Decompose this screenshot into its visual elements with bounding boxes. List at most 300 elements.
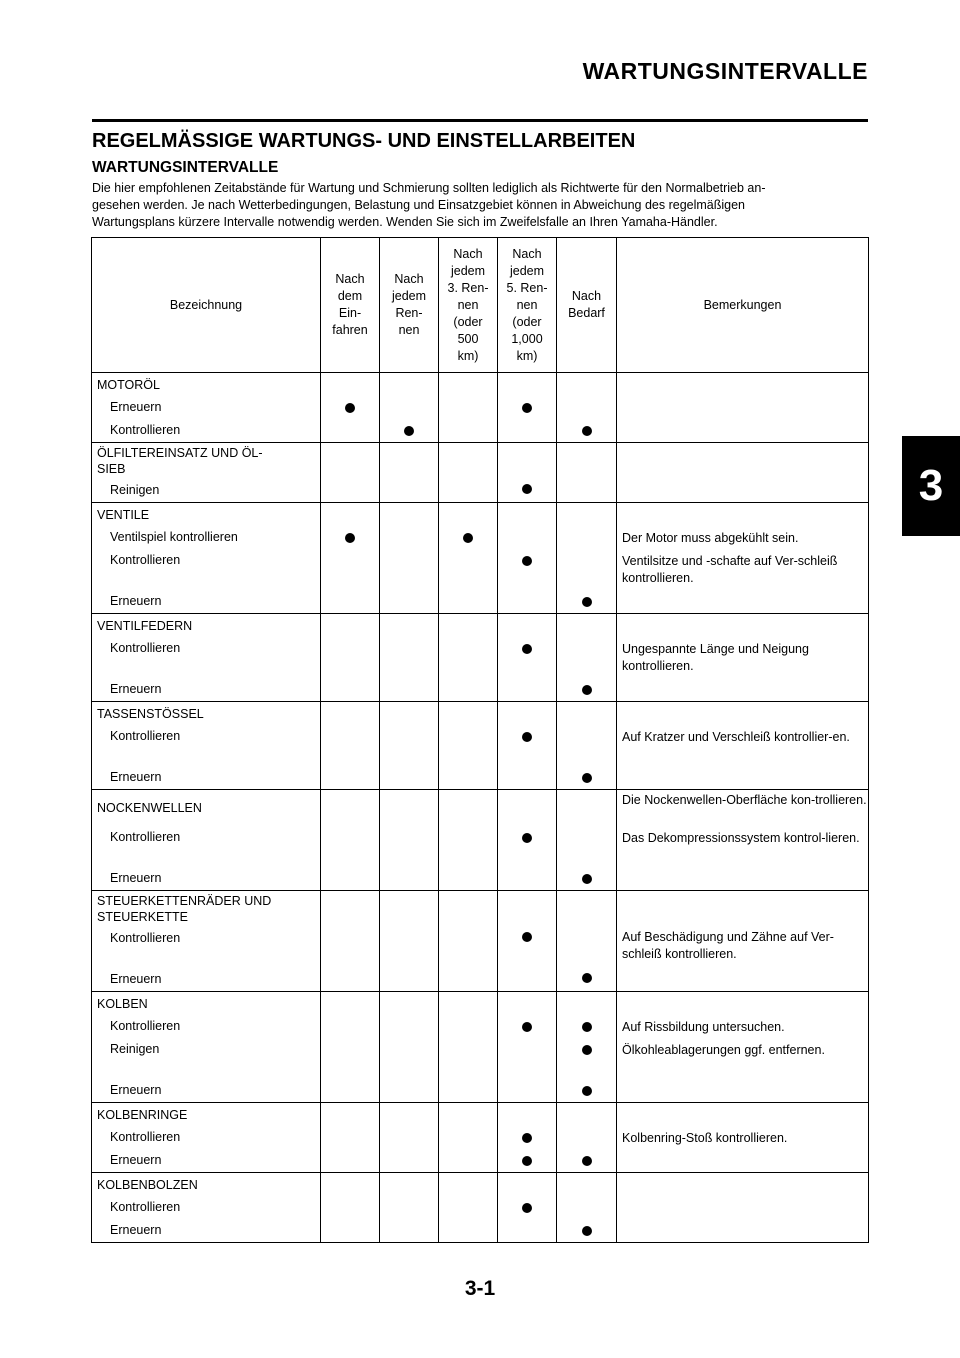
spacer [498, 373, 556, 396]
interval-cell [498, 443, 557, 503]
item-label: Kontrollieren [110, 553, 181, 567]
intro-paragraph [92, 180, 872, 231]
spacer [498, 443, 556, 477]
interval-slot [557, 826, 616, 867]
interval-dot-icon [463, 533, 473, 543]
interval-slot [498, 477, 556, 500]
group-title: VENTILE [97, 507, 150, 522]
interval-dot-icon [522, 1203, 532, 1213]
item-label: Kontrollieren [110, 830, 181, 844]
spacer [557, 503, 616, 526]
interval-slot [439, 966, 497, 989]
interval-dot-icon [582, 1022, 592, 1032]
spacer [321, 1173, 379, 1196]
spacer [439, 503, 497, 526]
interval-cell [557, 1173, 617, 1243]
interval-slot [557, 1079, 616, 1102]
remark: Auf Beschädigung und Zähne auf Ver-schleiß kontrollieren. [622, 930, 834, 961]
interval-slot [321, 419, 379, 442]
group-title-line: STEUERKETTE [97, 910, 188, 924]
interval-slot [321, 1126, 379, 1149]
interval-cell [439, 1103, 498, 1173]
interval-slot [498, 1149, 556, 1172]
interval-dot-icon [522, 403, 532, 413]
interval-dot-icon [522, 833, 532, 843]
item-cell [92, 702, 321, 790]
interval-slot [321, 1038, 379, 1079]
interval-cell [557, 443, 617, 503]
remark-cell [617, 702, 869, 790]
interval-dot-icon [582, 1045, 592, 1055]
interval-dot-icon [404, 426, 414, 436]
interval-cell [380, 790, 439, 891]
column-header-line: 1,000 [511, 331, 543, 346]
spacer [498, 790, 556, 826]
interval-cell [321, 503, 380, 614]
interval-slot [321, 966, 379, 989]
interval-slot [557, 637, 616, 678]
spacer [321, 992, 379, 1015]
interval-slot [498, 1015, 556, 1038]
table-row-group [92, 443, 869, 503]
group-title: TASSENSTÖSSEL [97, 706, 204, 721]
interval-dot-icon [582, 597, 592, 607]
item-label: Kontrollieren [110, 729, 181, 743]
interval-dot-icon [522, 556, 532, 566]
remark [617, 992, 868, 1015]
interval-slot [380, 826, 438, 867]
spacer [439, 1103, 497, 1126]
interval-slot [380, 766, 438, 789]
spacer [380, 614, 438, 637]
interval-cell [557, 992, 617, 1103]
interval-slot [380, 867, 438, 890]
interval-slot [321, 549, 379, 590]
interval-slot [557, 867, 616, 890]
group-title: KOLBENRINGE [97, 1107, 188, 1122]
intro-line: gesehen werden. Je nach Wetterbedingungen, Belastung und Einsatzgebiet können in Abweichung des regelmäßigen [92, 198, 746, 212]
interval-slot [439, 526, 497, 549]
interval-dot-icon [345, 533, 355, 543]
item-label: Kontrollieren [110, 1130, 181, 1144]
remark [617, 1079, 868, 1102]
item-label: Erneuern [110, 682, 162, 696]
spacer [439, 614, 497, 637]
spacer [498, 891, 556, 925]
interval-slot [498, 725, 556, 766]
item-label: Erneuern [110, 1083, 162, 1097]
interval-slot [557, 1126, 616, 1149]
interval-cell [498, 503, 557, 614]
interval-slot [498, 678, 556, 701]
column-header-line: 3. Ren- [447, 280, 489, 295]
spacer [321, 503, 379, 526]
interval-dot-icon [582, 973, 592, 983]
interval-dot-icon [522, 932, 532, 942]
spacer [498, 992, 556, 1015]
group-title: NOCKENWELLEN [97, 801, 202, 815]
interval-dot-icon [582, 426, 592, 436]
interval-slot [380, 637, 438, 678]
interval-slot [498, 396, 556, 419]
interval-cell [439, 702, 498, 790]
interval-cell [321, 891, 380, 992]
remark-cell [617, 1103, 869, 1173]
spacer [498, 1103, 556, 1126]
interval-dot-icon [582, 1226, 592, 1236]
remark [617, 966, 868, 989]
interval-slot [557, 925, 616, 966]
remark [617, 1103, 868, 1126]
interval-dot-icon [582, 874, 592, 884]
column-header-line: dem [337, 289, 363, 303]
interval-slot [380, 1038, 438, 1079]
remark: Ventilsitze und -schafte auf Ver-schleiß kontrollieren. [622, 554, 838, 585]
interval-slot [321, 637, 379, 678]
interval-slot [557, 1038, 616, 1079]
item-label: Kontrollieren [110, 1019, 181, 1033]
spacer [380, 1103, 438, 1126]
interval-slot [439, 1149, 497, 1172]
remark [617, 477, 868, 500]
spacer [321, 614, 379, 637]
interval-slot [557, 590, 616, 613]
column-header-line: fahren [332, 323, 368, 337]
remark: Ölkohleablagerungen ggf. entfernen. [622, 1043, 825, 1057]
interval-slot [557, 766, 616, 789]
interval-slot [557, 1015, 616, 1038]
interval-slot [498, 637, 556, 678]
remark [617, 396, 868, 419]
interval-slot [498, 925, 556, 966]
interval-cell [439, 443, 498, 503]
spacer [557, 992, 616, 1015]
interval-dot-icon [522, 1156, 532, 1166]
interval-slot [321, 1196, 379, 1219]
spacer [321, 373, 379, 396]
interval-cell [439, 614, 498, 702]
interval-cell [557, 891, 617, 992]
spacer [439, 992, 497, 1015]
group-title [92, 443, 320, 479]
interval-slot [321, 766, 379, 789]
interval-cell [557, 503, 617, 614]
remark [617, 867, 868, 890]
interval-slot [439, 637, 497, 678]
remark [617, 702, 868, 725]
interval-slot [321, 1015, 379, 1038]
column-header-line: (oder [453, 314, 483, 329]
spacer [380, 702, 438, 725]
interval-cell [380, 1173, 439, 1243]
remark [617, 443, 868, 477]
spacer [321, 891, 379, 925]
remark [617, 373, 868, 396]
column-header-line: nen [516, 297, 538, 312]
column-header-line: Ein- [338, 306, 362, 320]
interval-slot [439, 1079, 497, 1102]
column-header-line: 500 [457, 331, 479, 346]
column-header-line: nen [398, 323, 420, 337]
interval-slot [321, 925, 379, 966]
column-header-einfahren [321, 238, 380, 373]
column-header-bemerkungen [617, 238, 869, 373]
column-header-line: (oder [512, 314, 542, 329]
column-header-line: Nach [571, 289, 602, 303]
interval-cell [321, 1173, 380, 1243]
item-cell [92, 1173, 321, 1243]
interval-slot [557, 526, 616, 549]
group-title-line: STEUERKETTENRÄDER UND [97, 894, 272, 908]
remark [617, 1196, 868, 1219]
interval-cell [439, 1173, 498, 1243]
spacer [557, 443, 616, 477]
interval-cell [380, 1103, 439, 1173]
spacer [557, 891, 616, 925]
spacer [380, 373, 438, 396]
item-cell [92, 443, 321, 503]
interval-cell [321, 443, 380, 503]
intro-line: Die hier empfohlenen Zeitabstände für Wartung und Schmierung sollten lediglich als Richtwerte für den Normalbetrieb an- [92, 181, 766, 195]
column-header-line: Bemerkungen [703, 297, 782, 312]
interval-slot [557, 1149, 616, 1172]
interval-dot-icon [582, 685, 592, 695]
interval-slot [498, 549, 556, 590]
remark [617, 1219, 868, 1242]
interval-dot-icon [522, 732, 532, 742]
interval-slot [557, 725, 616, 766]
column-header-line: 5. Ren- [506, 280, 548, 295]
remark-cell [617, 790, 869, 891]
remark-cell [617, 891, 869, 992]
interval-slot [321, 590, 379, 613]
interval-slot [439, 590, 497, 613]
remark: Das Dekompressionssystem kontrol-lieren. [622, 831, 860, 845]
table-row-group [92, 1173, 869, 1243]
table-row-group [92, 1103, 869, 1173]
interval-slot [439, 1038, 497, 1079]
column-header-line: jedem [391, 289, 427, 303]
interval-cell [321, 373, 380, 443]
page-number: 3-1 [464, 1277, 496, 1300]
item-label: Erneuern [110, 972, 162, 986]
column-header-line: Ren- [395, 306, 423, 320]
interval-slot [557, 966, 616, 989]
interval-cell [557, 702, 617, 790]
interval-cell [498, 790, 557, 891]
spacer [498, 1173, 556, 1196]
spacer [498, 503, 556, 526]
remark-cell [617, 503, 869, 614]
remark: Auf Rissbildung untersuchen. [622, 1020, 785, 1034]
interval-slot [439, 766, 497, 789]
remark [617, 590, 868, 613]
remark [617, 503, 868, 526]
item-cell [92, 790, 321, 891]
interval-slot [439, 867, 497, 890]
item-label: Reinigen [110, 1042, 160, 1056]
interval-slot [498, 1038, 556, 1079]
main-heading: REGELMÄSSIGE WARTUNGS- UND EINSTELLARBEITEN [92, 130, 636, 152]
item-label: Kontrollieren [110, 423, 181, 437]
interval-slot [321, 867, 379, 890]
interval-slot [439, 826, 497, 867]
item-cell [92, 614, 321, 702]
interval-slot [380, 966, 438, 989]
table-header-row [92, 238, 869, 373]
interval-slot [321, 526, 379, 549]
interval-slot [498, 826, 556, 867]
interval-cell [498, 614, 557, 702]
interval-slot [439, 1196, 497, 1219]
column-header-line: Nach [335, 272, 365, 286]
interval-cell [557, 1103, 617, 1173]
interval-cell [498, 992, 557, 1103]
interval-slot [557, 678, 616, 701]
interval-slot [380, 549, 438, 590]
remark: Auf Kratzer und Verschleiß kontrollier-en. [622, 730, 850, 744]
maintenance-table [91, 237, 869, 1243]
column-header-line: km) [457, 348, 479, 363]
column-header-line: Nach [512, 246, 542, 261]
group-title [92, 891, 320, 927]
interval-slot [439, 1126, 497, 1149]
column-header-bezeichnung [92, 238, 321, 373]
interval-cell [380, 614, 439, 702]
interval-slot [380, 477, 438, 500]
interval-slot [498, 1126, 556, 1149]
interval-slot [380, 1149, 438, 1172]
interval-cell [439, 790, 498, 891]
interval-cell [321, 614, 380, 702]
spacer [321, 702, 379, 725]
interval-slot [380, 1196, 438, 1219]
spacer [321, 790, 379, 826]
interval-slot [498, 966, 556, 989]
interval-slot [321, 678, 379, 701]
column-header-jedem-rennen [380, 238, 439, 373]
remark-cell [617, 1173, 869, 1243]
interval-cell [380, 373, 439, 443]
remark: Der Motor muss abgekühlt sein. [622, 531, 799, 545]
interval-cell [498, 702, 557, 790]
remark: Die Nockenwellen-Oberfläche kon-trollieren. [622, 793, 867, 807]
spacer [557, 1173, 616, 1196]
interval-dot-icon [522, 1133, 532, 1143]
remark-cell [617, 614, 869, 702]
interval-slot [380, 925, 438, 966]
interval-cell [498, 891, 557, 992]
interval-slot [557, 1219, 616, 1242]
spacer [557, 614, 616, 637]
item-cell [92, 503, 321, 614]
remark-cell [617, 992, 869, 1103]
table-row-group [92, 992, 869, 1103]
interval-cell [321, 702, 380, 790]
column-header-3-rennen [439, 238, 498, 373]
spacer [439, 443, 497, 477]
item-label: Erneuern [110, 871, 162, 885]
interval-cell [380, 702, 439, 790]
interval-slot [380, 678, 438, 701]
remark [617, 419, 868, 442]
interval-slot [439, 419, 497, 442]
table-row-group [92, 702, 869, 790]
interval-dot-icon [582, 1156, 592, 1166]
remark: Kolbenring-Stoß kontrollieren. [622, 1131, 788, 1145]
spacer [380, 891, 438, 925]
item-label: Ventilspiel kontrollieren [110, 530, 238, 544]
interval-slot [380, 590, 438, 613]
interval-cell [321, 1103, 380, 1173]
interval-cell [380, 443, 439, 503]
interval-cell [439, 373, 498, 443]
remark [617, 766, 868, 789]
interval-slot [557, 419, 616, 442]
interval-slot [498, 419, 556, 442]
interval-slot [380, 396, 438, 419]
interval-slot [439, 477, 497, 500]
column-header-line: jedem [509, 263, 545, 278]
interval-cell [321, 790, 380, 891]
item-cell [92, 373, 321, 443]
interval-dot-icon [345, 403, 355, 413]
interval-slot [321, 1149, 379, 1172]
interval-slot [321, 477, 379, 500]
table-row-group [92, 790, 869, 891]
interval-cell [498, 1103, 557, 1173]
interval-slot [380, 1079, 438, 1102]
column-header-line: Bezeichnung [169, 297, 243, 312]
header-rule [92, 119, 868, 122]
remark [617, 678, 868, 701]
interval-dot-icon [522, 1022, 532, 1032]
interval-cell [380, 503, 439, 614]
spacer [557, 790, 616, 826]
interval-dot-icon [582, 773, 592, 783]
interval-slot [321, 1219, 379, 1242]
interval-slot [380, 725, 438, 766]
table-row-group [92, 373, 869, 443]
item-cell [92, 992, 321, 1103]
spacer [439, 1173, 497, 1196]
remark [617, 1149, 868, 1172]
interval-slot [498, 590, 556, 613]
interval-slot [557, 396, 616, 419]
interval-cell [439, 891, 498, 992]
interval-slot [498, 1079, 556, 1102]
interval-slot [439, 725, 497, 766]
interval-cell [380, 891, 439, 992]
column-header-line: jedem [450, 263, 486, 278]
interval-slot [498, 766, 556, 789]
item-label: Erneuern [110, 770, 162, 784]
spacer [380, 992, 438, 1015]
spacer [380, 443, 438, 477]
column-header-line: Bedarf [568, 306, 605, 320]
interval-slot [498, 526, 556, 549]
interval-slot [439, 1219, 497, 1242]
interval-slot [498, 867, 556, 890]
interval-cell [557, 614, 617, 702]
item-label: Erneuern [110, 1153, 162, 1167]
interval-cell [321, 992, 380, 1103]
column-header-line: Nach [394, 272, 424, 286]
item-cell [92, 891, 321, 992]
running-header-title: WARTUNGSINTERVALLE [582, 58, 868, 84]
spacer [557, 373, 616, 396]
item-label: Reinigen [110, 483, 160, 497]
